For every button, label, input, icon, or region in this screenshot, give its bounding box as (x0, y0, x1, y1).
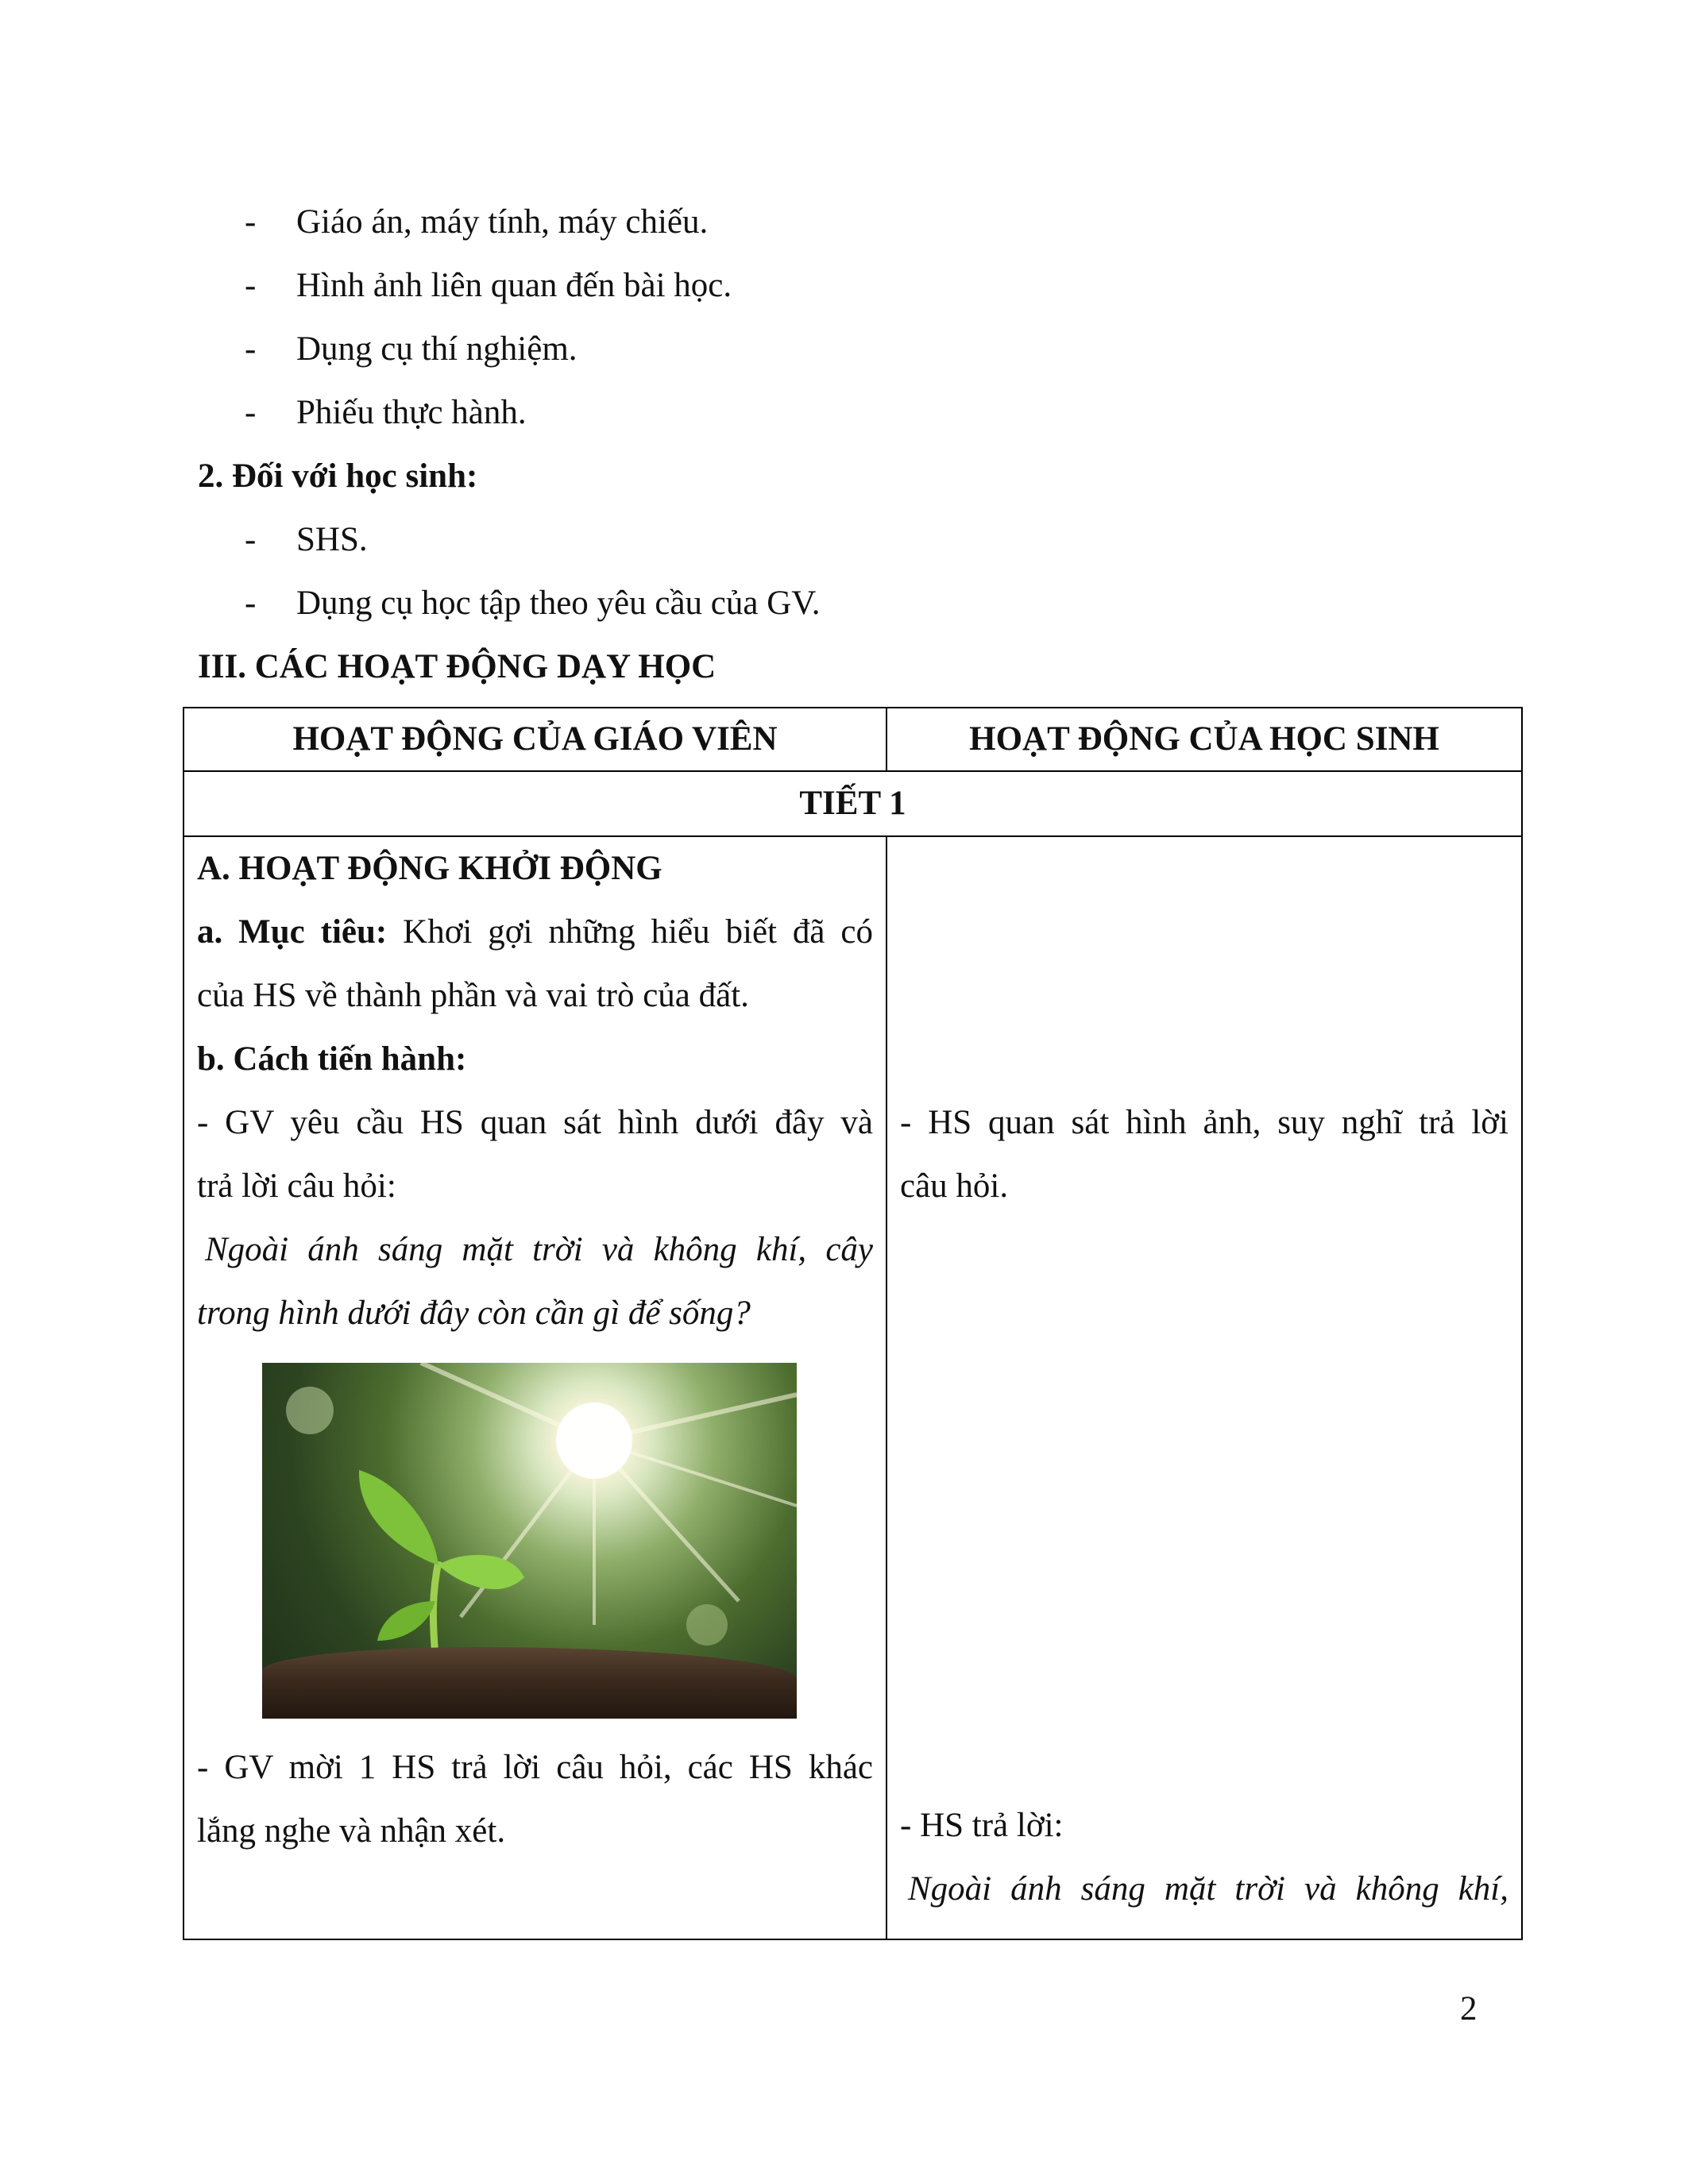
observe-line: - HS quan sát hình ảnh, suy nghĩ trả lời (900, 1104, 1508, 1141)
dash-bullet: - (245, 585, 257, 622)
invite-line: - GV mời 1 HS trả lời câu hỏi, các HS khác (197, 1749, 873, 1786)
instruction-line-2: trả lời câu hỏi: (197, 1167, 396, 1205)
section-heading: III. CÁC HOẠT ĐỘNG DẠY HỌC (198, 648, 717, 685)
method-label: b. Cách tiến hành: (197, 1040, 467, 1078)
student-materials-list (245, 508, 1595, 635)
soil (262, 1647, 797, 1719)
student-activity-cell (886, 836, 1522, 1939)
list-item (245, 191, 1595, 254)
goal-label: a. Mục tiêu: (197, 913, 388, 951)
column-header-teacher: HOẠT ĐỘNG CỦA GIÁO VIÊN (183, 708, 886, 771)
list-item-text: SHS. (296, 521, 368, 558)
teacher-activity-cell (183, 836, 886, 1939)
column-header-student: HOẠT ĐỘNG CỦA HỌC SINH (886, 708, 1522, 771)
period-title: TIẾT 1 (183, 771, 1522, 836)
list-item-text: Giáo án, máy tính, máy chiếu. (296, 203, 709, 241)
teacher-materials-list (245, 191, 1595, 445)
observe-line-2: câu hỏi. (900, 1167, 1009, 1205)
list-item-text: Hình ảnh liên quan đến bài học. (296, 267, 732, 304)
list-item (245, 318, 1595, 381)
list-item-text: Dụng cụ học tập theo yêu cầu của GV. (296, 585, 821, 622)
page-number: 2 (1460, 1990, 1477, 2028)
goal-line (197, 901, 873, 964)
question-line: Ngoài ánh sáng mặt trời và không khí, cây (205, 1231, 873, 1268)
invite-line-2: lắng nghe và nhận xét. (197, 1812, 506, 1850)
dash-bullet: - (245, 203, 257, 241)
dash-bullet: - (245, 267, 257, 304)
answer-label: - HS trả lời: (900, 1807, 1064, 1844)
answer-line: Ngoài ánh sáng mặt trời và không khí, (908, 1870, 1508, 1908)
seedling-photo (262, 1363, 797, 1719)
question-line-2: trong hình dưới đây còn cần gì để sống? (197, 1295, 751, 1332)
goal-text: Khơi gợi những hiểu biết đã có (403, 913, 873, 951)
list-item (245, 572, 1595, 635)
activity-title: A. HOẠT ĐỘNG KHỞI ĐỘNG (197, 850, 662, 887)
dash-bullet: - (245, 521, 257, 558)
list-item (245, 381, 1595, 445)
list-item (245, 508, 1595, 572)
goal-line-2: của HS về thành phần và vai trò của đất. (197, 977, 749, 1014)
dash-bullet: - (245, 394, 257, 431)
students-heading: 2. Đối với học sinh: (198, 457, 478, 495)
list-item-text: Dụng cụ thí nghiệm. (296, 330, 577, 368)
list-item-text: Phiếu thực hành. (296, 394, 527, 431)
instruction-line: - GV yêu cầu HS quan sát hình dưới đây và (197, 1104, 873, 1141)
activities-table (183, 707, 1523, 1940)
dash-bullet: - (245, 330, 257, 368)
list-item (245, 254, 1595, 318)
